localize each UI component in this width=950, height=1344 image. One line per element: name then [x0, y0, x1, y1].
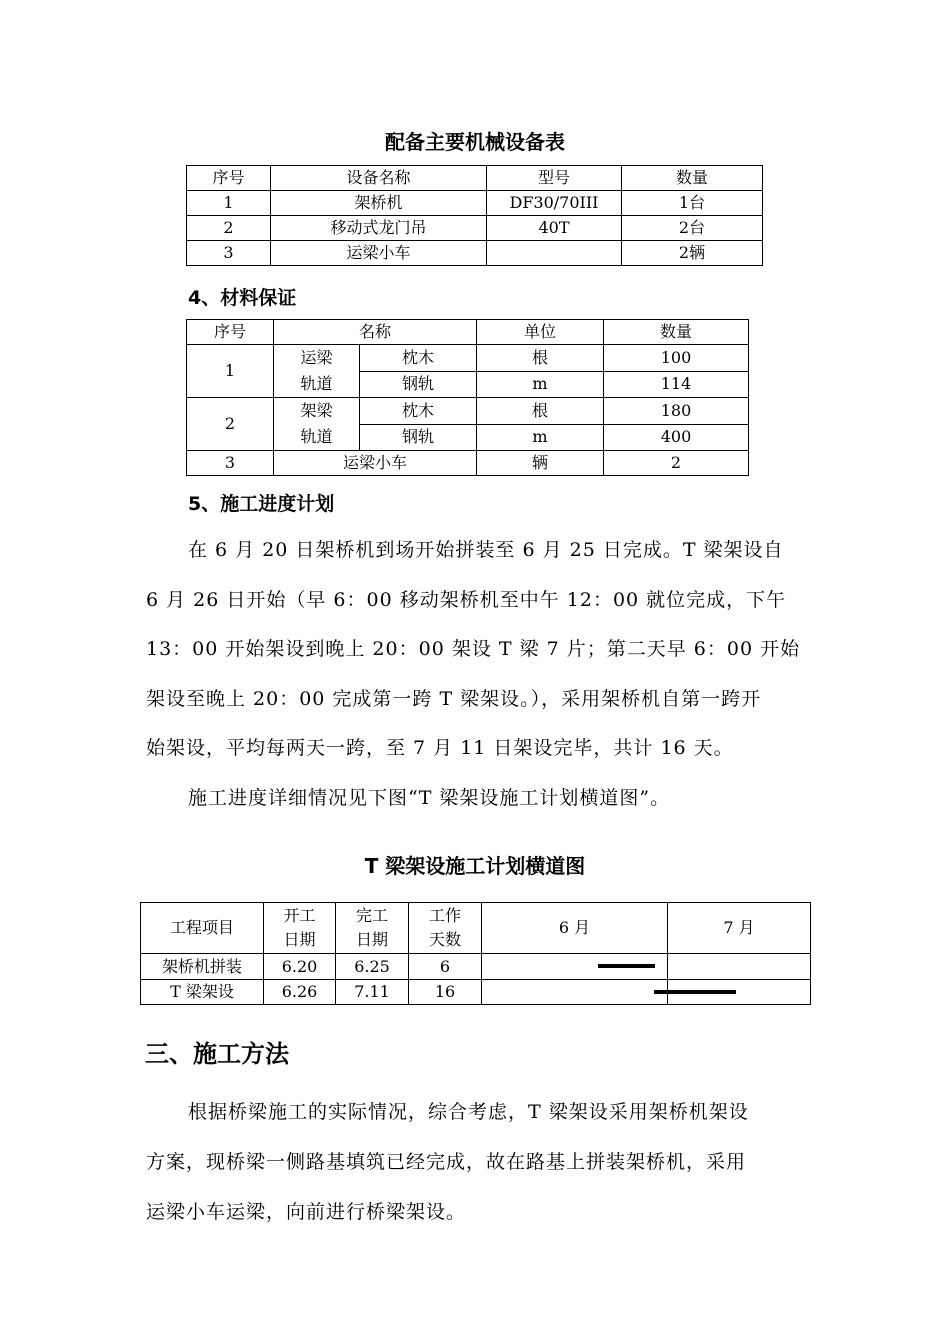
table-cell: 根 — [477, 398, 604, 425]
table-cell: 2 — [187, 216, 271, 241]
group-name-line: 轨道 — [300, 374, 333, 393]
table-cell: 180 — [604, 398, 749, 425]
table-cell: 辆 — [477, 451, 604, 476]
table-cell: 6.20 — [264, 954, 336, 980]
group-name-line: 架梁 — [300, 401, 333, 420]
table-cell: 3 — [187, 451, 274, 476]
table-cell: 1 — [187, 191, 271, 216]
header-line: 天数 — [428, 930, 461, 949]
table-cell: 1台 — [622, 191, 763, 216]
materials-heading: 4、材料保证 — [188, 287, 297, 309]
table-cell: 40T — [487, 216, 622, 241]
gantt-cell — [482, 980, 668, 1005]
table-cell — [274, 345, 360, 398]
method-paragraph — [146, 1087, 816, 1237]
header-line: 开工 — [283, 906, 316, 925]
paragraph-line: 13：00 开始架设到晚上 20：00 架设 T 梁 7 片；第二天早 6：00 开始 — [146, 638, 801, 660]
table-cell: 6.26 — [264, 980, 336, 1005]
table-cell: 2 — [187, 398, 274, 451]
schedule-heading: 5、施工进度计划 — [188, 493, 335, 515]
table-cell: 枕木 — [360, 345, 477, 372]
table-cell: 架桥机 — [271, 191, 487, 216]
paragraph-line: 运梁小车运梁，向前进行桥梁架设。 — [146, 1201, 467, 1223]
table-cell: m — [477, 424, 604, 451]
table-cell — [487, 241, 622, 266]
table-cell: T 梁架设 — [141, 980, 264, 1005]
table-cell: 2辆 — [622, 241, 763, 266]
table-cell: 3 — [187, 241, 271, 266]
header-cell: 工程项目 — [141, 903, 264, 954]
table-cell — [274, 398, 360, 451]
table-cell: 钢轨 — [360, 371, 477, 398]
paragraph-line: 施工进度详细情况见下图“T 梁架设施工计划横道图”。 — [188, 786, 671, 809]
table-row — [187, 398, 749, 425]
gantt-bar — [654, 990, 736, 994]
table-row — [187, 191, 763, 216]
table-cell: 根 — [477, 345, 604, 372]
header-line: 日期 — [283, 930, 316, 949]
table-cell: 16 — [409, 980, 482, 1005]
header-cell: 单位 — [477, 320, 604, 345]
table-cell: DF30/70III — [487, 191, 622, 216]
table-row — [187, 216, 763, 241]
table-cell: 运梁小车 — [271, 241, 487, 266]
header-cell: 序号 — [187, 320, 274, 345]
paragraph-line: 根据桥梁施工的实际情况，综合考虑，T 梁架设采用架桥机架设 — [188, 1101, 749, 1123]
gantt-cell — [668, 954, 811, 980]
table-cell: 架桥机拼装 — [141, 954, 264, 980]
table-row — [187, 451, 749, 476]
table-cell: 1 — [187, 345, 274, 398]
table-cell: 6.25 — [336, 954, 409, 980]
header-cell: 数量 — [622, 166, 763, 191]
header-cell — [264, 903, 336, 954]
gantt-title: T 梁架设施工计划横道图 — [364, 854, 586, 878]
header-cell: 名称 — [274, 320, 477, 345]
table-cell: 6 — [409, 954, 482, 980]
table-header-row — [187, 166, 763, 191]
paragraph-line: 始架设，平均每两天一跨，至 7 月 11 日架设完毕，共计 16 天。 — [146, 737, 734, 759]
table-cell: m — [477, 371, 604, 398]
header-cell-june: 6 月 — [482, 903, 668, 954]
table-cell: 100 — [604, 345, 749, 372]
header-cell: 型号 — [487, 166, 622, 191]
table-cell: 114 — [604, 371, 749, 398]
equipment-table — [186, 165, 763, 266]
group-name-line: 运梁 — [300, 348, 333, 367]
table-cell: 移动式龙门吊 — [271, 216, 487, 241]
table-row — [187, 241, 763, 266]
header-cell-july: 7 月 — [668, 903, 811, 954]
table-cell: 400 — [604, 424, 749, 451]
header-cell: 设备名称 — [271, 166, 487, 191]
method-heading: 三、施工方法 — [145, 1040, 289, 1068]
paragraph-line: 架设至晚上 20：00 完成第一跨 T 梁架设。），采用架桥机自第一跨开 — [146, 687, 762, 710]
materials-table — [186, 319, 749, 476]
table-cell: 2 — [604, 451, 749, 476]
paragraph-line: 方案，现桥梁一侧路基填筑已经完成，故在路基上拼装架桥机，采用 — [146, 1151, 747, 1173]
group-name-line: 轨道 — [300, 427, 333, 446]
schedule-paragraph — [146, 526, 816, 823]
table-header-row — [187, 320, 749, 345]
header-cell: 序号 — [187, 166, 271, 191]
equipment-table-title: 配备主要机械设备表 — [385, 130, 565, 154]
gantt-bar — [598, 964, 655, 968]
table-cell: 枕木 — [360, 398, 477, 425]
header-line: 完工 — [355, 906, 388, 925]
paragraph-line: 在 6 月 20 日架桥机到场开始拼装至 6 月 25 日完成。T 梁架设自 — [188, 539, 784, 561]
table-cell: 2台 — [622, 216, 763, 241]
table-header-row — [141, 903, 811, 954]
paragraph-line: 6 月 26 日开始（早 6：00 移动架桥机至中午 12：00 就位完成，下午 — [146, 588, 787, 611]
table-cell: 7.11 — [336, 980, 409, 1005]
table-row — [187, 345, 749, 372]
table-row — [141, 954, 811, 980]
header-cell: 数量 — [604, 320, 749, 345]
header-cell — [409, 903, 482, 954]
table-cell: 钢轨 — [360, 424, 477, 451]
header-line: 工作 — [428, 906, 461, 925]
header-cell — [336, 903, 409, 954]
table-cell: 运梁小车 — [274, 451, 477, 476]
header-line: 日期 — [355, 930, 388, 949]
